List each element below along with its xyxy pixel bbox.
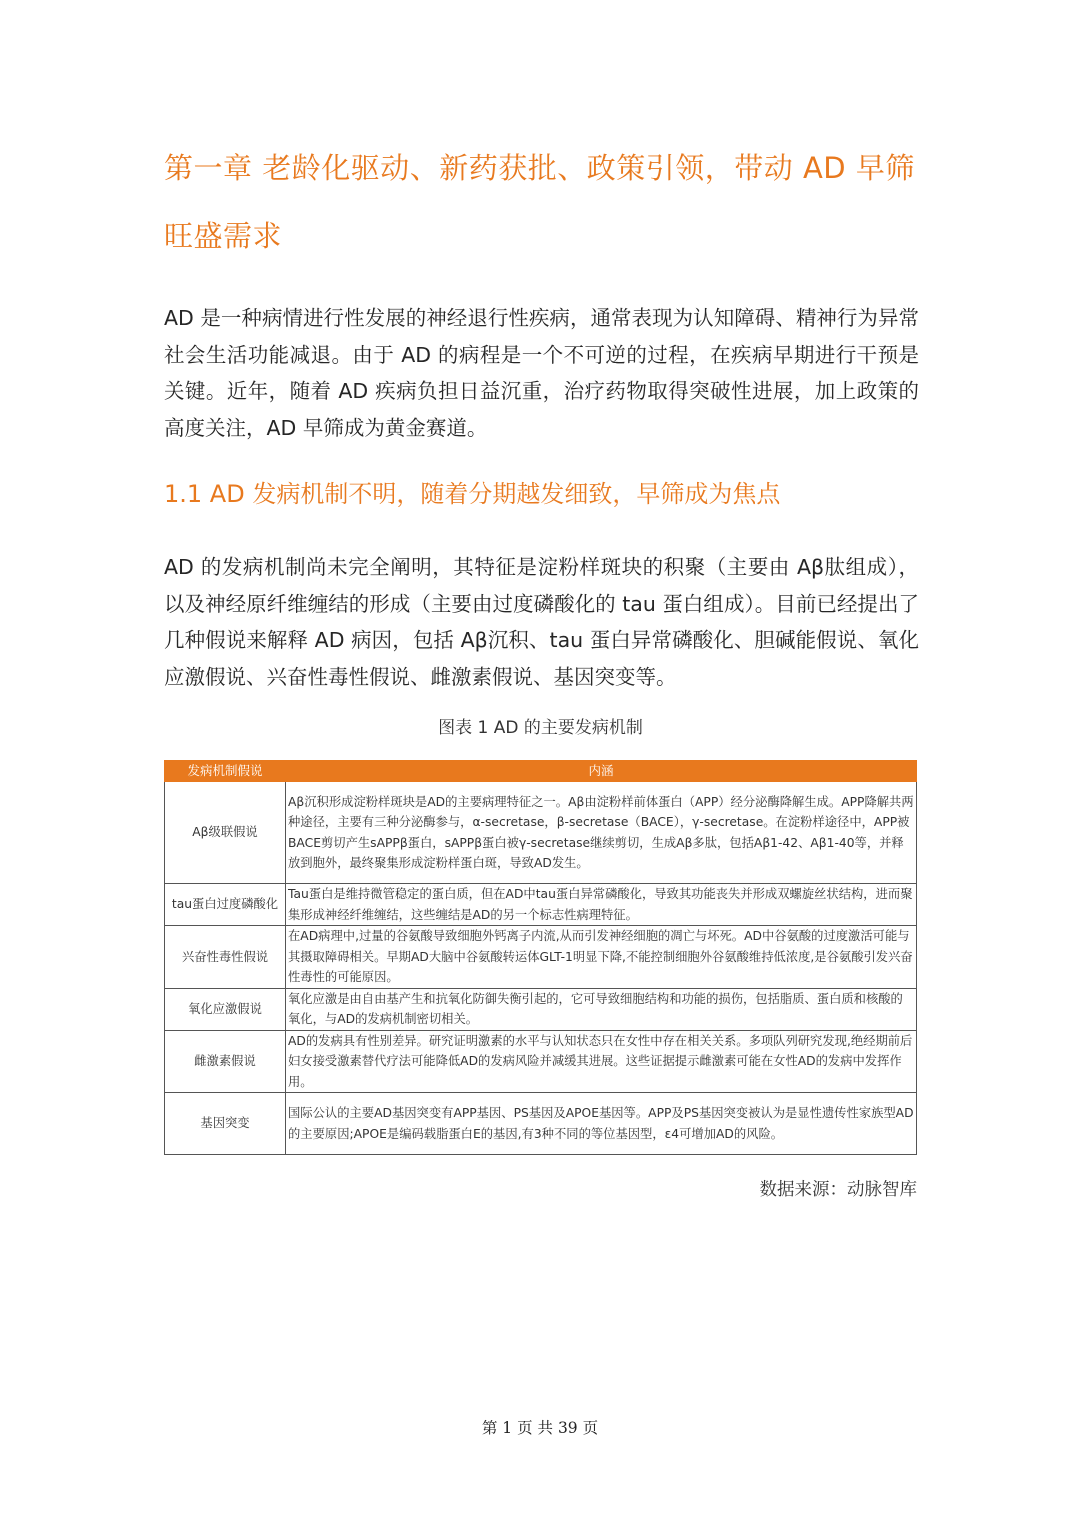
hypothesis-name: 兴奋性毒性假说 [165,926,286,989]
hypothesis-desc: AD的发病具有性别差异。研究证明激素的水平与认知状态只在女性中存在相关关系。多项队列研究发现,绝经期前后妇女接受激素替代疗法可能降低AD的发病风险并减缓其进展。这些证据提示雌激素可能在女性AD的发病中发挥作用。 [286,1030,917,1093]
page-number: 第 1 页 共 39 页 [481,1419,599,1437]
table-header-row [165,761,917,782]
table-row [165,1030,917,1093]
table-row [165,988,917,1030]
intro-paragraph: AD 是一种病情进行性发展的神经退行性疾病，通常表现为认知障碍、精神行为异常社会生活功能减退。由于 AD 的病程是一个不可逆的过程，在疾病早期进行干预是关键。近年，随着 AD 疾病负担日益沉重，治疗药物取得突破性进展，加上政策的高度关注，AD 早筛成为黄金赛道。 [164,306,919,440]
mechanism-table [164,760,917,1155]
data-source: 数据来源：动脉智库 [759,1180,917,1200]
header-content: 内涵 [286,761,917,782]
table-row [165,1093,917,1155]
table-caption: 图表 1 AD 的主要发病机制 [438,718,643,738]
hypothesis-name: 氧化应激假说 [165,988,286,1030]
hypothesis-name: tau蛋白过度磷酸化 [165,884,286,926]
hypothesis-desc: 国际公认的主要AD基因突变有APP基因、PS基因及APOE基因等。APP及PS基因突变被认为是显性遗传性家族型AD的主要原因;APOE是编码载脂蛋白E的基因,有3种不同的等位基因型，ε4可增加AD的风险。 [286,1093,917,1155]
table-row [165,884,917,926]
section-title: 1.1 AD 发病机制不明，随着分期越发细致，早筛成为焦点 [164,480,781,508]
hypothesis-name: Aβ级联假说 [165,782,286,884]
hypothesis-desc: 在AD病理中,过量的谷氨酸导致细胞外钙离子内流,从而引发神经细胞的凋亡与坏死。AD中谷氨酸的过度激活可能与其摄取障碍相关。早期AD大脑中谷氨酸转运体GLT-1明显下降,不能控制细胞外谷氨酸维持低浓度,是谷氨酸引发兴奋性毒性的可能原因。 [286,926,917,989]
mechanism-paragraph: AD 的发病机制尚未完全阐明，其特征是淀粉样斑块的积聚（主要由 Aβ肽组成），以及神经原纤维缠结的形成（主要由过度磷酸化的 tau 蛋白组成）。目前已经提出了几种假说来解释 AD 病因，包括 Aβ沉积、tau 蛋白异常磷酸化、胆碱能假说、氧化应激假说、兴奋性毒性假说、雌激素假说、基因突变等。 [164,555,919,689]
hypothesis-desc: Aβ沉积形成淀粉样斑块是AD的主要病理特征之一。Aβ由淀粉样前体蛋白（APP）经分泌酶降解生成。APP降解共两种途径，主要有三种分泌酶参与，α-secretase，β-secretase（BACE），γ-secretase。在淀粉样途径中，APP被BACE剪切产生sAPPβ蛋白，sAPPβ蛋白被γ-secretase继续剪切，生成Aβ多肽，包括Aβ1-42、Aβ1-40等，并释放到胞外，最终聚集形成淀粉样蛋白斑，导致AD发生。 [286,782,917,884]
hypothesis-desc: 氧化应激是由自由基产生和抗氧化防御失衡引起的，它可导致细胞结构和功能的损伤，包括脂质、蛋白质和核酸的氧化，与AD的发病机制密切相关。 [286,988,917,1030]
table-row [165,782,917,884]
header-hypothesis: 发病机制假说 [165,761,286,782]
table-row [165,926,917,989]
hypothesis-name: 基因突变 [165,1093,286,1155]
chapter-title: 第一章 老龄化驱动、新药获批、政策引领，带动 AD 早筛旺盛需求 [164,151,915,253]
hypothesis-name: 雌激素假说 [165,1030,286,1093]
hypothesis-desc: Tau蛋白是维持微管稳定的蛋白质，但在AD中tau蛋白异常磷酸化，导致其功能丧失并形成双螺旋丝状结构，进而聚集形成神经纤维缠结，这些缠结是AD的另一个标志性病理特征。 [286,884,917,926]
